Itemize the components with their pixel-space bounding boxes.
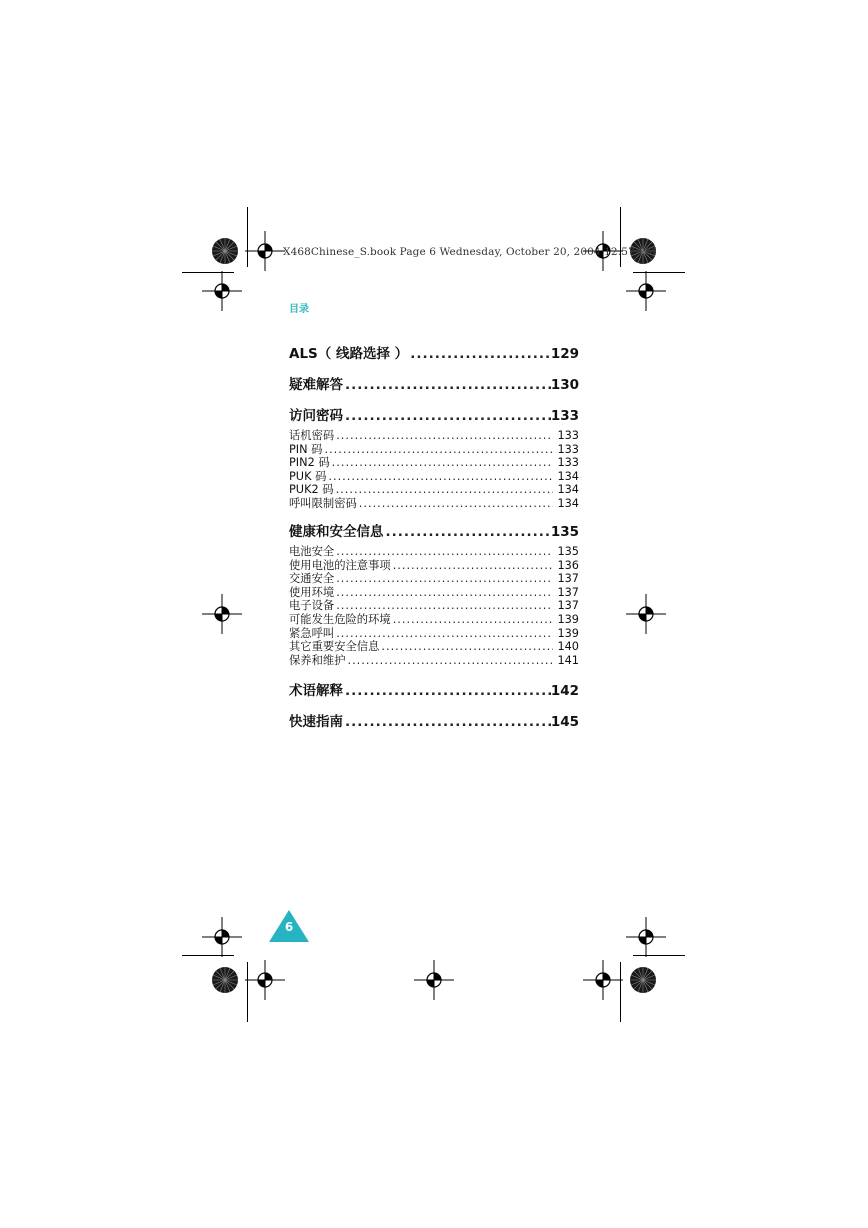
registration-target-icon bbox=[414, 960, 454, 1000]
print-slug: X468Chinese_S.book Page 6 Wednesday, October 20, 2004 12:57 PM bbox=[283, 246, 657, 258]
toc-entry[interactable]: 疑难解答 ..... 130 bbox=[289, 373, 579, 391]
page-number: 6 bbox=[284, 920, 294, 934]
toc-subentry[interactable]: PUK 码 ..... 134 bbox=[289, 470, 579, 484]
toc-subentry[interactable]: 话机密码 ..... 133 bbox=[289, 429, 579, 443]
registration-target-icon bbox=[245, 960, 285, 1000]
registration-target-icon bbox=[626, 271, 666, 311]
toc-subentry[interactable]: 保养和维护 ..... 141 bbox=[289, 654, 579, 668]
registration-target-icon bbox=[202, 271, 242, 311]
star-target-icon bbox=[212, 967, 238, 993]
toc-section bbox=[289, 520, 579, 667]
toc-subentry[interactable]: PIN 码 ..... 133 bbox=[289, 443, 579, 457]
toc-entry[interactable]: 访问密码 ..... 133 bbox=[289, 404, 579, 422]
star-target-icon bbox=[630, 967, 656, 993]
toc-section bbox=[289, 342, 579, 360]
toc-subentry[interactable]: 其它重要安全信息 ..... 140 bbox=[289, 640, 579, 654]
toc-subentry[interactable]: 电池安全 ..... 135 bbox=[289, 545, 579, 559]
registration-target-icon bbox=[202, 594, 242, 634]
toc-subentry[interactable]: PUK2 码 ..... 134 bbox=[289, 483, 579, 497]
registration-target-icon bbox=[626, 917, 666, 957]
toc-subentry[interactable]: 使用电池的注意事项 ..... 136 bbox=[289, 559, 579, 573]
toc-subentry[interactable]: 使用环境 ..... 137 bbox=[289, 586, 579, 600]
toc-entry[interactable]: ALS（ 线路选择 ） ..... 129 bbox=[289, 342, 579, 360]
toc-subentry[interactable]: 紧急呼叫 ..... 139 bbox=[289, 627, 579, 641]
registration-target-icon bbox=[626, 594, 666, 634]
toc-subentry[interactable]: 可能发生危险的环境 ..... 139 bbox=[289, 613, 579, 627]
star-target-icon bbox=[212, 238, 238, 264]
toc-entry[interactable]: 快速指南 ..... 145 bbox=[289, 710, 579, 728]
toc-entry[interactable]: 健康和安全信息 ..... 135 bbox=[289, 520, 579, 538]
toc-subentry[interactable]: 电子设备 ..... 137 bbox=[289, 599, 579, 613]
toc-subentry[interactable]: PIN2 码 ..... 133 bbox=[289, 456, 579, 470]
section-label: 目录 bbox=[289, 304, 309, 315]
toc-subentry[interactable]: 呼叫限制密码 ..... 134 bbox=[289, 497, 579, 511]
toc-section bbox=[289, 710, 579, 728]
toc-section bbox=[289, 404, 579, 511]
toc-section bbox=[289, 373, 579, 391]
registration-target-icon bbox=[202, 917, 242, 957]
toc-subentry[interactable]: 交通安全 ..... 137 bbox=[289, 572, 579, 586]
toc-section bbox=[289, 679, 579, 697]
registration-target-icon bbox=[583, 960, 623, 1000]
registration-target-icon bbox=[245, 231, 285, 271]
toc-entry[interactable]: 术语解释 ..... 142 bbox=[289, 679, 579, 697]
